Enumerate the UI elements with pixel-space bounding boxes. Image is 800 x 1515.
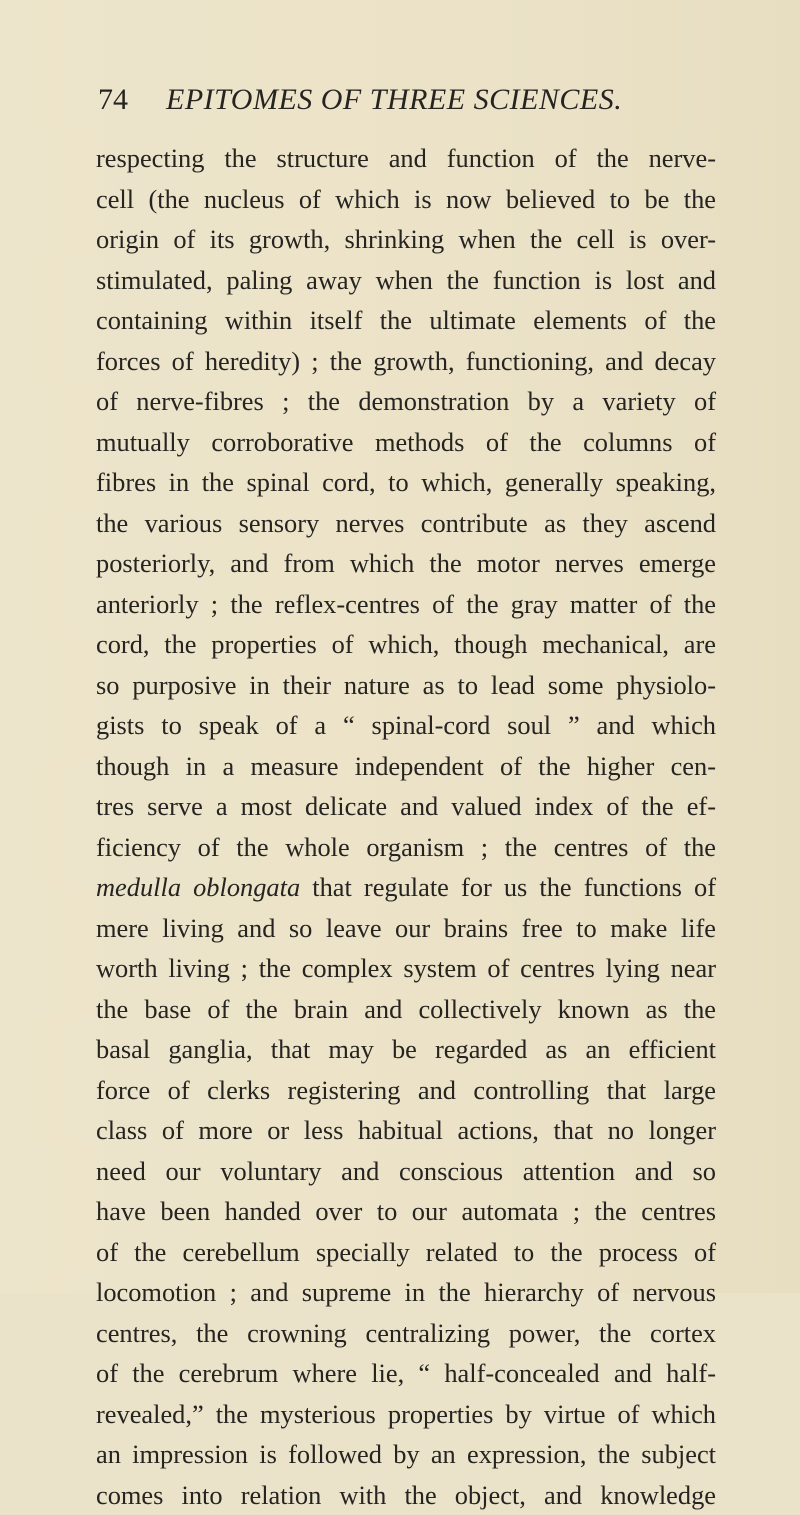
text-line: posteriorly, and from which the motor nerves emerge	[96, 543, 716, 584]
text-line: worth living ; the complex system of centres lying near	[96, 948, 716, 989]
text-line: cell (the nucleus of which is now believed to be the	[96, 179, 716, 220]
text-line: force of clerks registering and controlling that large	[96, 1070, 716, 1111]
text-line: stimulated, paling away when the function is lost and	[96, 260, 716, 301]
text-line: ficiency of the whole organism ; the centres of the	[96, 827, 716, 868]
text-line: origin of its growth, shrinking when the cell is over-	[96, 219, 716, 260]
text-line: the base of the brain and collectively known as the	[96, 989, 716, 1030]
text-line: an impression is followed by an expression, the subject	[96, 1434, 716, 1475]
text-line: mutually corroborative methods of the columns of	[96, 422, 716, 463]
text-line: revealed,” the mysterious properties by virtue of which	[96, 1394, 716, 1435]
text-line: anteriorly ; the reflex-centres of the gray matter of the	[96, 584, 716, 625]
text-line: fibres in the spinal cord, to which, generally speaking,	[96, 462, 716, 503]
text-line: so purposive in their nature as to lead some physiolo-	[96, 665, 716, 706]
text-line: though in a measure independent of the higher cen-	[96, 746, 716, 787]
text-line: locomotion ; and supreme in the hierarchy of nervous	[96, 1272, 716, 1313]
text-line: centres, the crowning centralizing power, the cortex	[96, 1313, 716, 1354]
text-line: of the cerebellum specially related to the process of	[96, 1232, 716, 1273]
text-line: forces of heredity) ; the growth, functioning, and decay	[96, 341, 716, 382]
running-title: EPITOMES OF THREE SCIENCES.	[166, 80, 622, 120]
text-line: need our voluntary and conscious attention and so	[96, 1151, 716, 1192]
text-line: class of more or less habitual actions, that no longer	[96, 1110, 716, 1151]
page-header	[98, 80, 698, 120]
text-line-medulla	[96, 867, 716, 908]
body-text	[96, 138, 716, 1515]
text-line-rest: that regulate for us the functions of	[300, 872, 716, 902]
text-line: mere living and so leave our brains free to make life	[96, 908, 716, 949]
text-line: containing within itself the ultimate elements of the	[96, 300, 716, 341]
text-line: respecting the structure and function of the nerve-	[96, 138, 716, 179]
text-line: of nerve-fibres ; the demonstration by a variety of	[96, 381, 716, 422]
text-line: have been handed over to our automata ; the centres	[96, 1191, 716, 1232]
text-line: basal ganglia, that may be regarded as an efficient	[96, 1029, 716, 1070]
text-line: tres serve a most delicate and valued index of the ef-	[96, 786, 716, 827]
text-line: gists to speak of a “ spinal-cord soul ” and which	[96, 705, 716, 746]
text-line: comes into relation with the object, and knowledge	[96, 1475, 716, 1515]
text-line: the various sensory nerves contribute as they ascend	[96, 503, 716, 544]
italic-term: medulla oblongata	[96, 872, 300, 902]
text-line: cord, the properties of which, though mechanical, are	[96, 624, 716, 665]
text-line: of the cerebrum where lie, “ half-concealed and half-	[96, 1353, 716, 1394]
page-number: 74	[98, 80, 128, 120]
